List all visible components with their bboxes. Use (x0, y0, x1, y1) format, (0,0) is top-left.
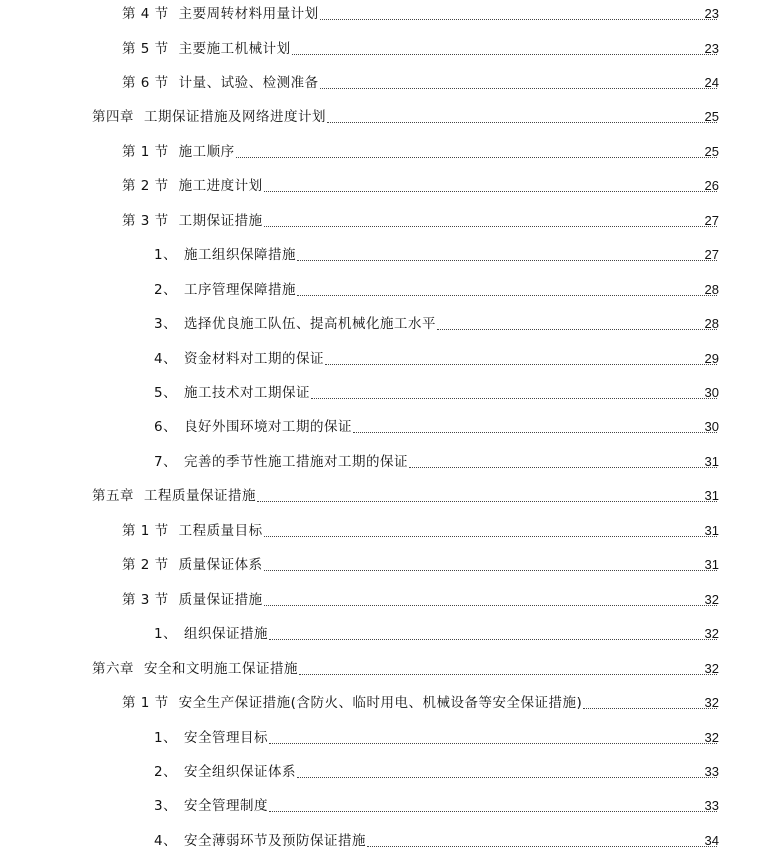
toc-entry[interactable] (0, 416, 780, 436)
toc-entry-heading (154, 832, 366, 850)
toc-entry-title: 工程质量保证措施 (144, 488, 256, 505)
dot-leader (327, 122, 717, 123)
toc-entry-title: 安全薄弱环节及预防保证措施 (184, 832, 366, 849)
toc-entry-title: 质量保证措施 (178, 591, 263, 608)
toc-entry-line (122, 3, 717, 23)
toc-entry-heading (122, 556, 263, 574)
dot-leader (269, 811, 717, 812)
toc-entry-number: 第 1 节 (122, 522, 169, 539)
toc-entry-heading (122, 591, 263, 609)
toc-entry-line (122, 38, 717, 58)
toc-entry[interactable] (0, 692, 780, 712)
toc-entry-heading (154, 315, 436, 333)
toc-entry-page-number: 32 (704, 626, 719, 642)
toc-entry-line (154, 348, 717, 368)
toc-entry-page-number: 28 (704, 281, 719, 297)
toc-entry[interactable] (0, 382, 780, 402)
toc-entry-line (122, 520, 717, 540)
toc-entry-number: 第六章 (92, 660, 134, 677)
toc-entry-heading (92, 660, 298, 678)
toc-entry-title: 安全和文明施工保证措施 (144, 660, 298, 677)
toc-entry[interactable] (0, 244, 780, 264)
dot-leader (264, 536, 717, 537)
toc-entry-page-number: 32 (704, 660, 719, 676)
toc-entry[interactable] (0, 210, 780, 230)
toc-entry-line (154, 795, 717, 815)
toc-entry-title: 工期保证措施 (178, 212, 263, 229)
toc-entry[interactable] (0, 520, 780, 540)
dot-leader (353, 432, 717, 433)
dot-leader (299, 674, 717, 675)
dot-leader (297, 260, 717, 261)
toc-entry-heading (154, 418, 352, 436)
toc-entry-number: 6、 (154, 419, 178, 436)
toc-entry-title: 主要施工机械计划 (178, 40, 291, 57)
toc-entry-title: 工程质量目标 (178, 522, 263, 539)
toc-entry-title: 完善的季节性施工措施对工期的保证 (184, 453, 408, 470)
dot-leader (236, 157, 717, 158)
toc-entry-number: 第 2 节 (122, 178, 169, 195)
toc-entry-heading (122, 212, 263, 230)
dot-leader (297, 777, 717, 778)
toc-entry-title: 施工进度计划 (178, 178, 263, 195)
toc-entry-page-number: 31 (704, 522, 719, 538)
toc-entry-number: 第 4 节 (122, 6, 169, 22)
toc-entry-page-number: 29 (704, 350, 719, 366)
dot-leader (437, 329, 717, 330)
toc-entry-title: 施工技术对工期保证 (184, 385, 310, 401)
toc-entry-page-number: 31 (704, 557, 719, 573)
toc-entry-title: 安全生产保证措施(含防火、临时用电、机械设备等安全保证措施) (178, 695, 583, 711)
toc-entry[interactable] (0, 106, 780, 126)
toc-entry-page-number: 24 (704, 74, 719, 90)
toc-entry-page-number: 32 (704, 591, 719, 607)
toc-entry-line (154, 727, 717, 747)
toc-entry-number: 第四章 (92, 109, 134, 126)
toc-entry-page-number: 26 (704, 178, 719, 194)
toc-entry-number: 3、 (154, 798, 178, 815)
toc-entry-number: 2、 (154, 281, 178, 298)
dot-leader (311, 398, 717, 399)
dot-leader (269, 639, 717, 640)
toc-entry-heading (154, 384, 310, 402)
toc-entry-number: 1、 (154, 247, 178, 264)
toc-entry-page-number: 32 (704, 729, 719, 745)
dot-leader (320, 88, 717, 89)
toc-entry-line (92, 485, 717, 505)
toc-entry[interactable] (0, 72, 780, 92)
dot-leader (292, 54, 717, 55)
toc-entry-line (122, 589, 717, 609)
toc-entry-line (122, 692, 717, 712)
toc-entry-page-number: 27 (704, 247, 719, 263)
toc-entry-title: 安全管理制度 (184, 798, 268, 815)
toc-entry-page-number: 32 (704, 695, 719, 710)
toc-entry-heading (154, 625, 268, 643)
toc-entry-page-number: 28 (704, 316, 719, 332)
toc-entry-line (154, 313, 717, 333)
toc-entry-page-number: 25 (704, 143, 719, 159)
toc-entry[interactable] (0, 830, 780, 850)
toc-entry[interactable] (0, 554, 780, 574)
toc-entry-title: 工期保证措施及网络进度计划 (144, 109, 326, 126)
toc-entry[interactable] (0, 141, 780, 161)
toc-entry-page-number: 31 (704, 488, 719, 504)
toc-entry-number: 第五章 (92, 488, 134, 505)
toc-entry-title: 工序管理保障措施 (184, 281, 296, 298)
dot-leader (264, 226, 717, 227)
toc-entry-page-number: 23 (704, 40, 719, 56)
toc-entry-line (154, 244, 717, 264)
dot-leader (264, 605, 717, 606)
dot-leader (297, 295, 717, 296)
toc-entry-heading (122, 40, 291, 58)
toc-entry-heading (92, 487, 256, 505)
toc-entry-heading (122, 74, 319, 92)
toc-entry-line (92, 658, 717, 678)
toc-entry-heading (122, 694, 582, 712)
dot-leader (257, 501, 717, 502)
toc-entry-heading (154, 729, 268, 747)
toc-entry[interactable] (0, 795, 780, 815)
toc-entry-line (154, 830, 717, 850)
toc-entry-number: 第 6 节 (122, 74, 169, 91)
toc-entry-line (122, 554, 717, 574)
toc-entry-number: 1、 (154, 729, 178, 746)
toc-entry-line (154, 761, 717, 781)
toc-entry-heading (154, 281, 296, 299)
toc-entry[interactable] (0, 727, 780, 747)
toc-entry-number: 第 2 节 (122, 557, 169, 574)
toc-entry[interactable] (0, 38, 780, 58)
dot-leader (320, 19, 717, 20)
dot-leader (264, 191, 717, 192)
toc-entry-page-number: 23 (704, 6, 719, 21)
toc-entry-number: 第 1 节 (122, 695, 169, 711)
toc-entry-heading (92, 108, 326, 126)
toc-entry[interactable] (0, 348, 780, 368)
toc-entry-number: 5、 (154, 385, 178, 401)
toc-entry-title: 组织保证措施 (184, 626, 268, 643)
toc-entry[interactable] (0, 175, 780, 195)
toc-entry[interactable] (0, 658, 780, 678)
toc-entry-heading (122, 177, 263, 195)
toc-entry-title: 质量保证体系 (178, 557, 263, 574)
dot-leader (409, 467, 717, 468)
toc-entry-page-number: 25 (704, 109, 719, 125)
toc-entry-heading (154, 763, 296, 781)
toc-entry-line (122, 72, 717, 92)
toc-entry-line (154, 382, 717, 402)
toc-entry-number: 第 5 节 (122, 40, 169, 57)
toc-entry-title: 选择优良施工队伍、提高机械化施工水平 (184, 316, 436, 333)
dot-leader (367, 846, 717, 847)
toc-entry-number: 第 1 节 (122, 143, 169, 160)
toc-entry-heading (154, 246, 296, 264)
toc-entry[interactable] (0, 279, 780, 299)
toc-entry-heading (154, 350, 324, 368)
toc-entry-title: 良好外围环境对工期的保证 (184, 419, 352, 436)
toc-entry[interactable] (0, 313, 780, 333)
toc-entry[interactable] (0, 3, 780, 23)
toc-entry-title: 施工顺序 (178, 143, 235, 160)
toc-entry-title: 安全组织保证体系 (184, 763, 296, 780)
toc-entry-heading (154, 453, 408, 471)
toc-entry-number: 4、 (154, 350, 178, 367)
toc-entry-title: 主要周转材料用量计划 (178, 6, 319, 22)
toc-entry-page-number: 31 (704, 453, 719, 469)
toc-entry-title: 资金材料对工期的保证 (184, 350, 324, 367)
toc-entry-heading (122, 5, 319, 23)
toc-entry-line (154, 623, 717, 643)
toc-entry-page-number: 30 (704, 385, 719, 400)
toc-entry-page-number: 27 (704, 212, 719, 228)
toc-entry[interactable] (0, 589, 780, 609)
toc-entry-line (154, 279, 717, 299)
toc-entry-number: 3、 (154, 316, 178, 333)
toc-entry-heading (154, 797, 268, 815)
toc-entry[interactable] (0, 451, 780, 471)
dot-leader (269, 743, 717, 744)
toc-entry[interactable] (0, 623, 780, 643)
toc-entry-title: 施工组织保障措施 (184, 247, 296, 264)
toc-entry-line (154, 451, 717, 471)
toc-entry-number: 第 3 节 (122, 591, 169, 608)
toc-entry-line (92, 106, 717, 126)
toc-entry[interactable] (0, 485, 780, 505)
toc-entry-line (122, 141, 717, 161)
toc-entry-page-number: 33 (704, 798, 719, 814)
toc-entry-title: 安全管理目标 (184, 729, 268, 746)
toc-entry-number: 1、 (154, 626, 178, 643)
toc-entry-line (122, 210, 717, 230)
toc-entry[interactable] (0, 761, 780, 781)
toc-entry-page-number: 34 (704, 832, 719, 848)
toc-entry-page-number: 33 (704, 763, 719, 779)
dot-leader (264, 570, 717, 571)
toc-entry-number: 第 3 节 (122, 212, 169, 229)
toc-entry-page-number: 30 (704, 419, 719, 435)
toc-entry-line (122, 175, 717, 195)
toc-entry-line (154, 416, 717, 436)
toc-entry-title: 计量、试验、检测准备 (178, 74, 319, 91)
toc-entry-number: 7、 (154, 453, 178, 470)
toc-entry-heading (122, 143, 235, 161)
toc-entry-heading (122, 522, 263, 540)
toc-entry-number: 2、 (154, 763, 178, 780)
toc-entry-number: 4、 (154, 832, 178, 849)
dot-leader (325, 364, 717, 365)
